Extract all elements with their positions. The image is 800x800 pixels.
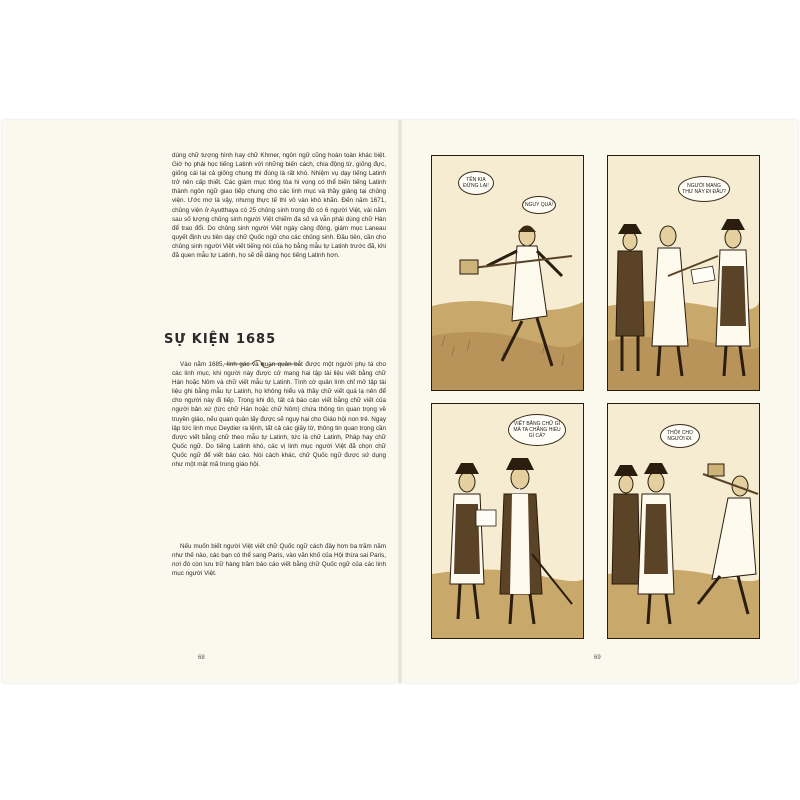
page-right — [402, 120, 798, 683]
comic-panel-2 — [607, 155, 760, 391]
comic-panel-4 — [607, 403, 760, 639]
page-number-left: 68 — [198, 655, 205, 661]
book-spread — [2, 120, 798, 683]
paragraph-paris-archive: Nếu muốn biết người Việt viết chữ Quốc ngữ cách đây hơn ba trăm năm như thế nào, các bạn có thể sang Paris, vào văn khố của Hội thừa sai Paris, nơi đó còn lưu trữ hàng trăm báo cáo viết bằng chữ Quốc ngữ của các linh mục người Việt. — [172, 543, 386, 578]
speech-bubble-let-go: THÔI! CHO NGƯỜI ĐI. — [660, 424, 700, 448]
panel-1-illustration — [432, 156, 583, 390]
speech-bubble-what-script: VIẾT BẰNG CHỮ GÌ MÀ TA CHẲNG HIỂU GÌ CẢ? — [508, 414, 566, 446]
speech-bubble-where: NGƯỜI MANG THƯ NÀY ĐI ĐÂU? — [678, 176, 730, 202]
speech-bubble-stop: TÊN KIA ĐỨNG LẠI! — [458, 171, 494, 195]
comic-panel-3 — [431, 403, 584, 639]
section-heading: SỰ KIỆN 1685 — [164, 332, 277, 347]
page-number-right: 69 — [594, 655, 601, 661]
comic-panel-1 — [431, 155, 584, 391]
speech-bubble-danger: NGUY QUÁ! — [522, 196, 556, 214]
paragraph-event-1685: Vào năm 1685, lính gác và quan quân bắt được một người phụ tá cho các linh mục, khi người này được cử mang hai tập tài liệu viết bằng chữ Hán hoặc Nôm và chữ viết mẫu tự Latinh. Tình cờ quân lính chỉ mở tập tài liệu ghi bằng mẫu tự Latinh, họ không hiểu và thầy chữ viết quá lạ nên để cho người này đi tiếp. Trong khi đó, tất cả báo cáo viết bằng chữ viết của người bản xứ (tức chữ Hán hoặc chữ Nôm) chứa thông tin quan trọng về truyền giáo, nếu quan quân lấy được sẽ nguy hại cho Giáo hội non trẻ. Ngay lập tức linh mục Deydier ra lệnh, tất cả các giấy tờ, thông tin quan trọng cần được viết bằng chữ theo mẫu tự Latinh, tức là chữ Latinh, Pháp hay chữ Quốc ngữ. Do tiếng Latinh khó, các vị linh mục người Việt đã chọn chữ Quốc ngữ để viết báo cáo. Nói cách khác, chữ Quốc ngữ được sử dụng như một mật mã trong giáo hội. — [172, 361, 386, 469]
paragraph-intro: dùng chữ tượng hình hay chữ Khmer, ngôn ngữ cũng hoàn toàn khác biệt. Giờ họ phải học tiếng Latinh với những biến cách, chia động từ, giống đực, giống cái lại cả giống chung thì đúng là rất khó. Nhiệm vụ dạy tiếng Latinh trở nên cấp thiết. Các giám mục tông tòa hi vọng có thể biến tiếng Latinh thành ngôn ngữ giao tiếp chung cho các linh mục và thầy giảng tại chủng viện. Ước mơ là vậy, nhưng thực tế thì vô vàn khó khăn. Đến năm 1671, chủng viện ở Ayutthaya có 25 chủng sinh trong đó có 6 người Việt, vài năm sau số lượng chủng sinh người Việt chiếm đa số và vẫn phải dùng chữ Hán để trao đổi. Do chủng sinh người Việt ngày càng đông, giám mục Laneau quyết định ưu tiên dạy chữ Quốc ngữ cho các chủng sinh. Đầu tiên, cần cho chủng sinh người Việt viết tiếng nói của họ bằng mẫu tự Latinh trước đã, khi đã quen mẫu tự Latinh, họ sẽ dễ dàng học tiếng Latinh hơn. — [172, 152, 386, 260]
page-left — [2, 120, 400, 683]
